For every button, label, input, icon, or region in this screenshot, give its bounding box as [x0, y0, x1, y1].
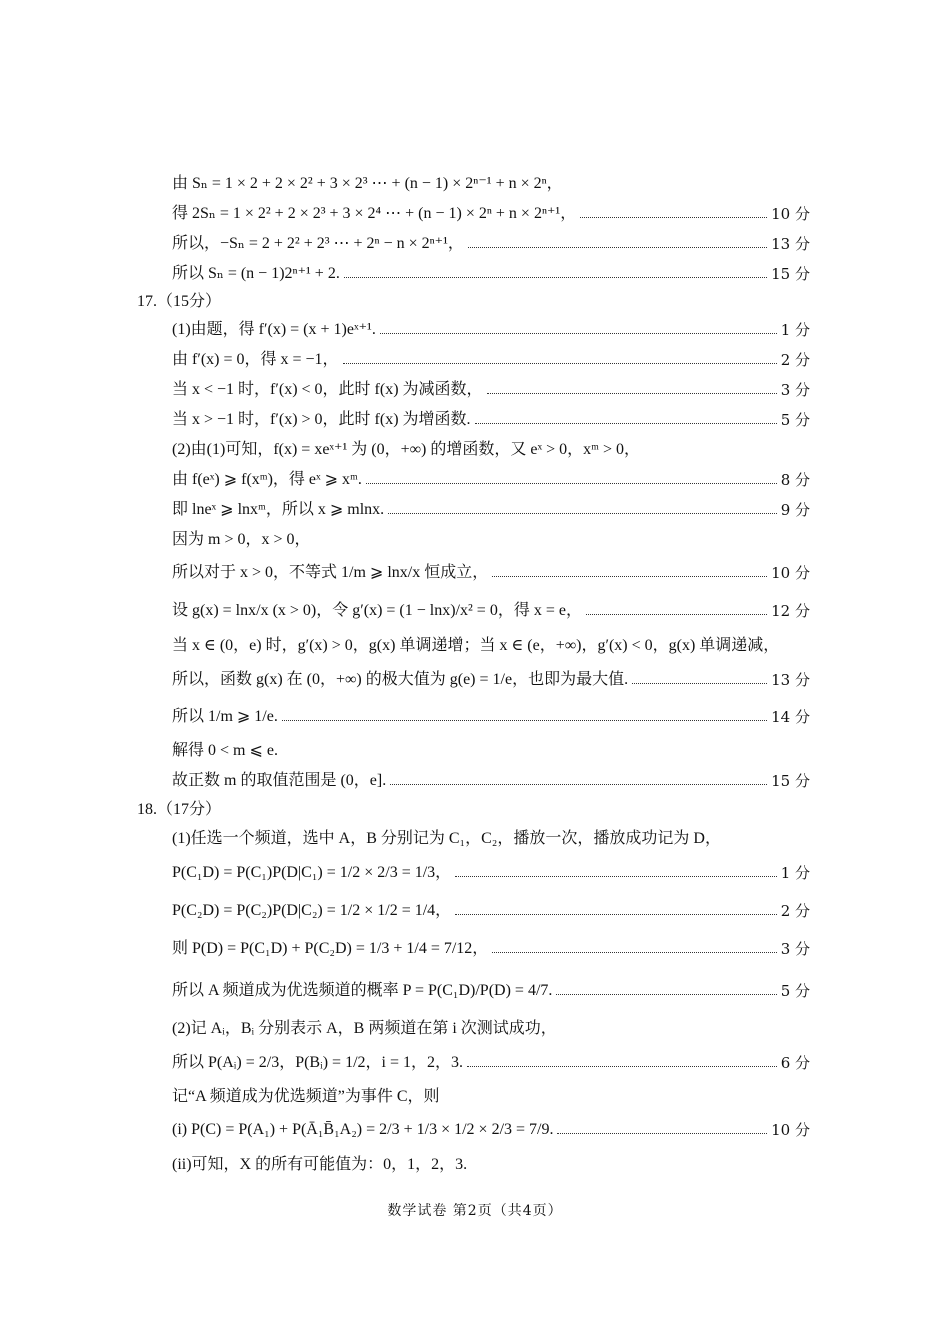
- score-label: 15 分: [771, 265, 810, 283]
- solution-line: 所以 1/m ⩾ 1/e. 14 分: [172, 708, 810, 726]
- score-label: 9 分: [780, 501, 810, 519]
- solution-line: 当 x ∈ (0，e) 时，g′(x) > 0，g(x) 单调递增；当 x ∈ (e，+∞)，g′(x) < 0，g(x) 单调递减，: [172, 637, 780, 654]
- page-footer: 数学试卷 第2页（共4页）: [387, 1203, 563, 1219]
- score-label: 12 分: [771, 602, 810, 620]
- question-heading: 17.（15分）: [137, 293, 222, 310]
- solution-line: (2)由(1)可知，f(x) = xeˣ⁺¹ 为 (0，+∞) 的增函数，又 eˣ > 0，xᵐ > 0，: [172, 441, 640, 458]
- solution-line: 得 2Sₙ = 1 × 2² + 2 × 2³ + 3 × 2⁴ ⋯ + (n − 1) × 2ⁿ + n × 2ⁿ⁺¹， 10 分: [172, 205, 810, 223]
- question-heading: 18.（17分）: [137, 801, 222, 818]
- solution-line: 所以 P(Aᵢ) = 2/3，P(Bᵢ) = 1/2，i = 1，2，3. 6 分: [172, 1054, 810, 1072]
- score-label: 2 分: [780, 902, 810, 920]
- solution-line: (1)任选一个频道，选中 A，B 分别记为 C₁，C₂，播放一次，播放成功记为 D，: [172, 830, 721, 847]
- score-label: 8 分: [780, 471, 810, 489]
- score-label: 1 分: [780, 321, 810, 339]
- solution-line: 由 f′(x) = 0，得 x = −1， 2 分: [172, 351, 810, 369]
- solution-line: 所以 A 频道成为优选频道的概率 P = P(C₁D)/P(D) = 4/7. 5 分: [172, 982, 810, 1000]
- score-label: 5 分: [780, 982, 810, 1000]
- score-label: 3 分: [780, 381, 810, 399]
- solution-line: 解得 0 < m ⩽ e.: [172, 742, 278, 759]
- score-label: 10 分: [771, 564, 810, 582]
- score-label: 6 分: [780, 1054, 810, 1072]
- solution-line: 设 g(x) = lnx/x (x > 0)，令 g′(x) = (1 − lnx)/x² = 0，得 x = e， 12 分: [172, 602, 810, 620]
- score-label: 13 分: [771, 235, 810, 253]
- solution-line: 当 x > −1 时，f′(x) > 0，此时 f(x) 为增函数. 5 分: [172, 411, 810, 429]
- solution-line: (ii)可知，X 的所有可能值为：0，1，2，3.: [172, 1156, 468, 1173]
- score-label: 13 分: [771, 671, 810, 689]
- score-label: 3 分: [780, 940, 810, 958]
- solution-line: 当 x < −1 时，f′(x) < 0，此时 f(x) 为减函数， 3 分: [172, 381, 810, 399]
- solution-line: 所以 Sₙ = (n − 1)2ⁿ⁺¹ + 2. 15 分: [172, 265, 810, 283]
- solution-line: 所以，函数 g(x) 在 (0，+∞) 的极大值为 g(e) = 1/e，也即为最大值. 13 分: [172, 671, 810, 689]
- solution-line: 因为 m > 0，x > 0，: [172, 531, 311, 548]
- solution-line: 所以对于 x > 0，不等式 1/m ⩾ lnx/x 恒成立， 10 分: [172, 564, 810, 582]
- score-label: 10 分: [771, 205, 810, 223]
- score-label: 14 分: [771, 708, 810, 726]
- score-label: 1 分: [780, 864, 810, 882]
- solution-line: 由 f(eˣ) ⩾ f(xᵐ)，得 eˣ ⩾ xᵐ. 8 分: [172, 471, 810, 489]
- solution-line: (2)记 Aᵢ，Bᵢ 分别表示 A，B 两频道在第 i 次测试成功，: [172, 1020, 557, 1037]
- solution-line: (1)由题，得 f′(x) = (x + 1)eˣ⁺¹. 1 分: [172, 321, 810, 339]
- solution-line: 故正数 m 的取值范围是 (0，e]. 15 分: [172, 772, 810, 790]
- score-label: 2 分: [780, 351, 810, 369]
- solution-line: 由 Sₙ = 1 × 2 + 2 × 2² + 3 × 2³ ⋯ + (n − 1) × 2ⁿ⁻¹ + n × 2ⁿ，: [172, 175, 563, 192]
- solution-line: 所以，−Sₙ = 2 + 2² + 2³ ⋯ + 2ⁿ − n × 2ⁿ⁺¹， 13 分: [172, 235, 810, 253]
- score-label: 10 分: [771, 1121, 810, 1139]
- score-label: 15 分: [771, 772, 810, 790]
- solution-line: 记“A 频道成为优选频道”为事件 C，则: [172, 1088, 440, 1105]
- solution-line: P(C₁D) = P(C₁)P(D|C₁) = 1/2 × 2/3 = 1/3， 1 分: [172, 864, 810, 882]
- solution-line: 则 P(D) = P(C₁D) + P(C₂D) = 1/3 + 1/4 = 7/12， 3 分: [172, 940, 810, 958]
- solution-line: (i) P(C) = P(A₁) + P(Ā₁B̄₁A₂) = 2/3 + 1/3 × 1/2 × 2/3 = 7/9. 10 分: [172, 1121, 810, 1139]
- solution-line: P(C₂D) = P(C₂)P(D|C₂) = 1/2 × 1/2 = 1/4， 2 分: [172, 902, 810, 920]
- score-label: 5 分: [780, 411, 810, 429]
- solution-line: 即 lneˣ ⩾ lnxᵐ，所以 x ⩾ mlnx. 9 分: [172, 501, 810, 519]
